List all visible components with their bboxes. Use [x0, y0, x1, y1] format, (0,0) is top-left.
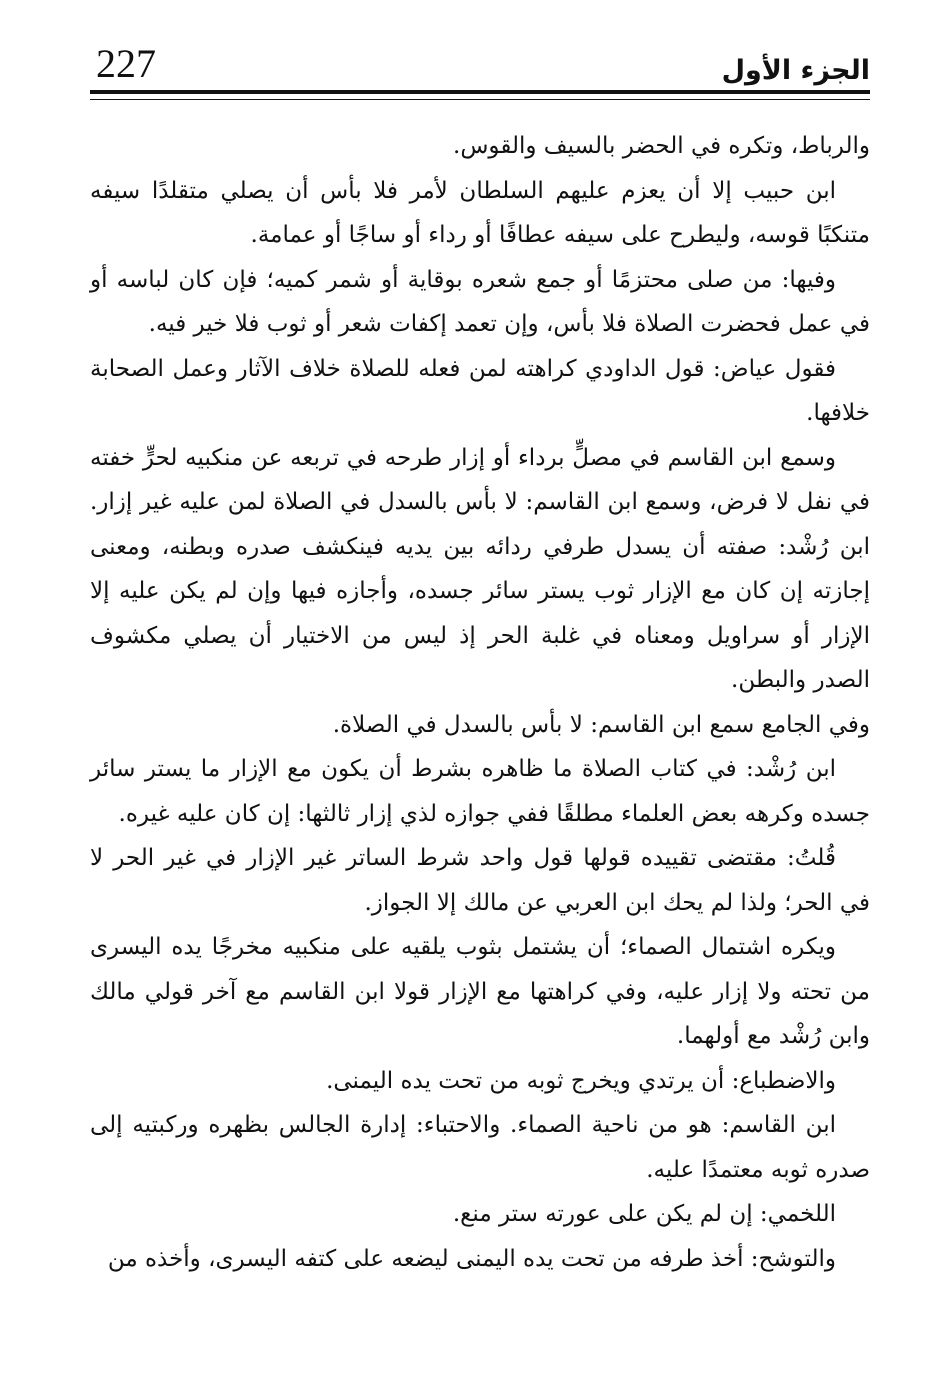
header-rule-thick — [90, 90, 870, 94]
paragraph: وسمع ابن القاسم في مصلٍّ برداء أو إزار طرحه في تربعه عن منكبيه لحرٍّ خفته في نفل لا فرض، وسمع ابن القاسم: لا بأس بالسدل في الصلاة لمن عليه غير إزار. ابن رُشْد: صفته أن يسدل طرفي ردائه بين يديه فينكشف صدره وبطنه، ومعنى إجازته إن كان مع الإزار ثوب يستر سائر جسده، وأجازه فيها وإن لم يكن عليه إلا الإزار أو سراويل ومعناه في غلبة الحر إذ ليس من الاختيار أن يصلي مكشوف الصدر والبطن. — [90, 444, 870, 693]
paragraph: والاضطباع: أن يرتدي ويخرج ثوبه من تحت يده اليمنى. — [326, 1067, 836, 1094]
header-rule-thin — [90, 99, 870, 100]
paragraph: وفيها: من صلى محتزمًا أو جمع شعره بوقاية أو شمر كميه؛ فإن كان لباسه أو في عمل فحضرت الصلاة فلا بأس، وإن تعمد إكفات شعر أو ثوب فلا خير فيه. — [90, 266, 870, 337]
paragraph: ابن حبيب إلا أن يعزم عليهم السلطان لأمر فلا بأس أن يصلي متقلدًا سيفه متنكبًا قوسه، وليطرح على سيفه عطافًا أو رداء أو ساجًا أو عمامة. — [90, 177, 870, 248]
part-title: الجزء الأول — [721, 55, 870, 86]
paragraph: فقول عياض: قول الداودي كراهته لمن فعله للصلاة خلاف الآثار وعمل الصحابة خلافها. — [90, 355, 870, 426]
page-number: 227 — [96, 41, 156, 86]
paragraph: والتوشح: أخذ طرفه من تحت يده اليمنى ليضعه على كتفه اليسرى، وأخذه من — [107, 1245, 836, 1272]
paragraph: والرباط، وتكره في الحضر بالسيف والقوس. — [453, 133, 870, 159]
page-header — [90, 40, 870, 96]
paragraph: قُلتُ: مقتضى تقييده قولها قول واحد شرط الساتر غير الإزار في غير الحر لا في الحر؛ ولذا لم يحك ابن العربي عن مالك إلا الجواز. — [90, 845, 870, 916]
body-text — [90, 124, 870, 1281]
paragraph: ابن القاسم: هو من ناحية الصماء. والاحتباء: إدارة الجالس بظهره وركبتيه إلى صدره ثوبه معتمدًا عليه. — [90, 1112, 870, 1183]
paragraph: وفي الجامع سمع ابن القاسم: لا بأس بالسدل في الصلاة. — [332, 711, 870, 738]
paragraph: ابن رُشْد: في كتاب الصلاة ما ظاهره بشرط أن يكون مع الإزار ما يستر سائر جسده وكرهه بعض العلماء مطلقًا ففي جوازه لذي إزار ثالثها: إن كان عليه غيره. — [90, 756, 870, 827]
paragraph: اللخمي: إن لم يكن على عورته ستر منع. — [452, 1201, 836, 1227]
paragraph: ويكره اشتمال الصماء؛ أن يشتمل بثوب يلقيه على منكبيه مخرجًا يده اليسرى من تحته ولا إزار عليه، وفي كراهتها مع الإزار قولا ابن القاسم مع آخر قولي مالك وابن رُشْد مع أولهما. — [90, 934, 870, 1049]
